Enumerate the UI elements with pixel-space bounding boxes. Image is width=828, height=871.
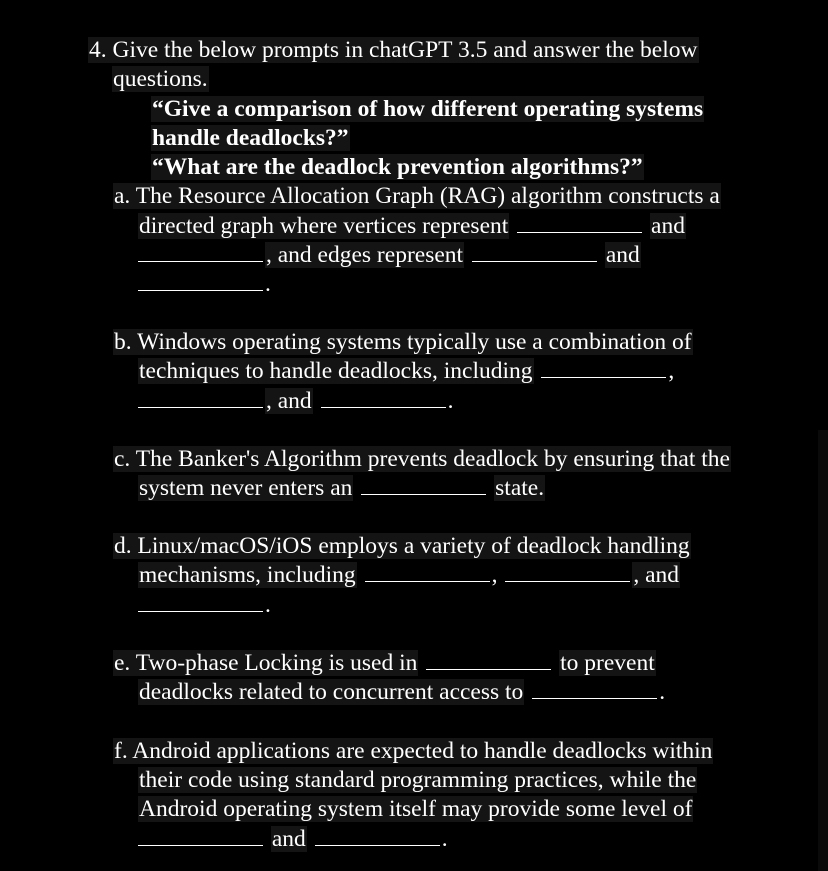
item-f-line-3 xyxy=(138,795,693,824)
item-a-text-3: , and edges represent xyxy=(266,242,464,268)
item-a-and-2: and xyxy=(605,242,640,268)
question-title-text: 4. Give the below prompts in chatGPT 3.5 and answer the below xyxy=(89,37,698,63)
item-e-text-1: e. Two-phase Locking is used in xyxy=(114,650,418,676)
question-title-line-2 xyxy=(112,65,209,94)
item-a-line-4 xyxy=(138,270,271,299)
prompt-1-line-1 xyxy=(151,95,704,124)
item-f-text-2: their code using standard programming practices, while the xyxy=(139,767,697,793)
item-f-and: and xyxy=(271,826,306,852)
item-e-line-2 xyxy=(138,678,665,707)
prompt-2-text: “What are the deadlock prevention algorithms?” xyxy=(152,154,643,180)
item-a-text-2: directed graph where vertices represent xyxy=(139,213,509,239)
item-d-and: , and xyxy=(633,562,679,588)
item-b-line-2 xyxy=(138,357,674,386)
item-f-period: . xyxy=(441,826,448,852)
item-f-line-4 xyxy=(138,825,448,854)
item-d-comma: , xyxy=(491,562,498,588)
blank-a-4[interactable] xyxy=(138,270,263,291)
item-a-text-1: a. The Resource Allocation Graph (RAG) algorithm constructs a xyxy=(114,183,720,209)
item-d-text-1: d. Linux/macOS/iOS employs a variety of deadlock handling xyxy=(114,533,690,559)
blank-f-2[interactable] xyxy=(315,825,440,846)
blank-d-2[interactable] xyxy=(505,561,630,582)
item-d-line-2 xyxy=(138,561,680,590)
blank-e-1[interactable] xyxy=(426,649,551,670)
blank-a-1[interactable] xyxy=(517,212,642,233)
item-a-and-1: and xyxy=(651,213,685,239)
item-a-period: . xyxy=(265,271,271,297)
prompt-2 xyxy=(151,153,644,182)
item-d-line-3 xyxy=(138,591,271,620)
item-e-to-prevent: to prevent xyxy=(560,650,655,676)
item-b-text-2: techniques to handle deadlocks, including xyxy=(139,358,533,384)
item-c-text-1: c. The Banker's Algorithm prevents deadlock by ensuring that the xyxy=(114,446,730,472)
item-e-line-1 xyxy=(113,649,656,678)
blank-b-1[interactable] xyxy=(541,357,666,378)
blank-b-2[interactable] xyxy=(138,387,263,408)
item-c-text-2: system never enters an xyxy=(139,475,353,501)
item-f-line-1 xyxy=(113,737,713,766)
item-c-line-2 xyxy=(138,474,545,503)
item-b-line-3 xyxy=(138,387,453,416)
item-f-text-3: Android operating system itself may provide some level of xyxy=(139,796,693,822)
blank-d-1[interactable] xyxy=(365,561,490,582)
item-b-text-1: b. Windows operating systems typically use a combination of xyxy=(114,329,692,355)
item-f-text-1: f. Android applications are expected to handle deadlocks within xyxy=(114,738,713,764)
item-d-period: . xyxy=(265,592,271,618)
blank-a-2[interactable] xyxy=(138,241,263,262)
item-b-period: . xyxy=(447,388,454,414)
item-b-line-1 xyxy=(113,328,693,357)
question-title-text-2: questions. xyxy=(113,66,208,92)
blank-b-3[interactable] xyxy=(321,387,446,408)
item-b-and: , and xyxy=(266,388,312,414)
item-c-state: state. xyxy=(495,475,545,501)
item-e-period: . xyxy=(659,679,666,705)
prompt-1-line-2 xyxy=(151,124,350,153)
blank-a-3[interactable] xyxy=(472,241,597,262)
prompt-1-text: “Give a comparison of how different operating systems xyxy=(152,96,704,122)
item-d-text-2: mechanisms, including xyxy=(139,562,356,588)
page-edge-strip xyxy=(818,430,828,871)
item-f-line-2 xyxy=(138,766,697,795)
question-title-line-1 xyxy=(88,36,699,65)
item-d-line-1 xyxy=(113,532,691,561)
item-a-line-1 xyxy=(113,182,721,211)
prompt-1-text-2: handle deadlocks?” xyxy=(152,125,349,151)
item-a-line-3 xyxy=(138,241,641,270)
blank-f-1[interactable] xyxy=(138,825,263,846)
item-c-line-1 xyxy=(113,445,731,474)
blank-c-1[interactable] xyxy=(361,474,486,495)
blank-e-2[interactable] xyxy=(532,678,657,699)
item-e-text-2: deadlocks related to concurrent access to xyxy=(139,679,524,705)
item-a-line-2 xyxy=(138,212,686,241)
item-b-comma: , xyxy=(668,358,675,384)
blank-d-3[interactable] xyxy=(138,591,263,612)
